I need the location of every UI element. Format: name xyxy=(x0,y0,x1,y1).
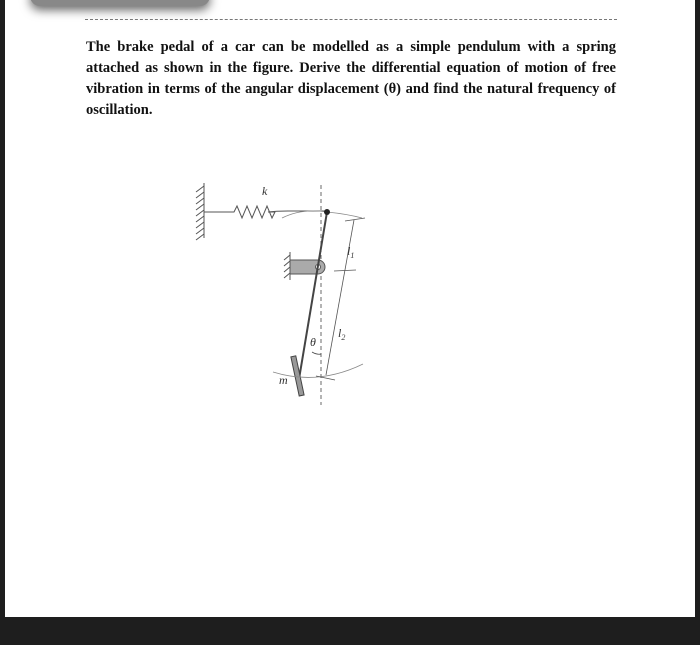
theta-label: θ xyxy=(310,335,316,349)
angle-arc xyxy=(312,352,321,354)
arc-top xyxy=(282,211,362,218)
l1-label: $l_1$ xyxy=(347,244,355,260)
dimension-line xyxy=(316,218,365,380)
question-text: The brake pedal of a car can be modelled as a simple pendulum with a spring attached as shown in the figure. Derive the differential equation of motion of free vibration in terms of the angular displacement (θ) and find the natural frequency of oscillation. xyxy=(86,39,616,118)
pedal-lever xyxy=(298,212,327,385)
spring-joint xyxy=(324,209,330,215)
spring-label: k xyxy=(262,184,268,198)
l2-label: $l_2$ xyxy=(338,326,346,342)
spring xyxy=(204,206,326,218)
fixed-wall-left xyxy=(196,183,204,240)
mass-label: m xyxy=(279,373,288,387)
